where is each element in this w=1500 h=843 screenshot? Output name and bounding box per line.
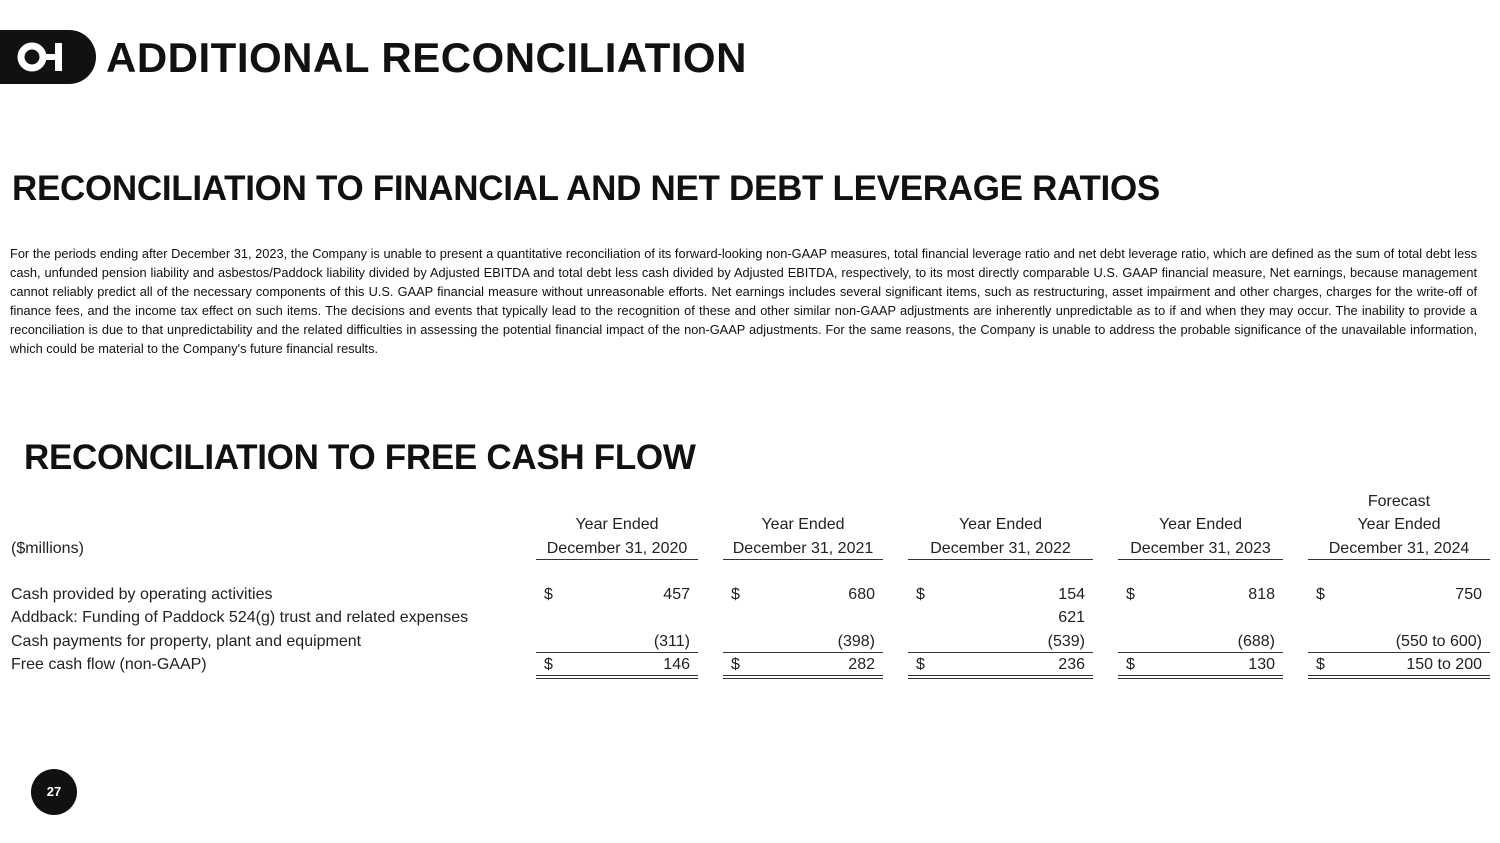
table-cell-value: (688) <box>1237 633 1275 650</box>
section-title-free-cash-flow: RECONCILIATION TO FREE CASH FLOW <box>24 438 696 477</box>
currency-symbol: $ <box>544 586 553 603</box>
total-double-underline <box>1118 675 1283 679</box>
subtotal-underline <box>1308 652 1490 653</box>
table-cell-value: (398) <box>837 633 875 650</box>
currency-symbol: $ <box>1316 656 1325 673</box>
unit-label: ($millions) <box>11 540 84 557</box>
row-label: Addback: Funding of Paddock 524(g) trust and related expenses <box>11 609 469 626</box>
table-cell-value: 621 <box>1058 609 1085 626</box>
table-cell-value: (550 to 600) <box>1395 633 1482 650</box>
table-cell-value: 130 <box>1248 656 1275 673</box>
subtotal-underline <box>723 652 883 653</box>
section-title-leverage: RECONCILIATION TO FINANCIAL AND NET DEBT LEVERAGE RATIOS <box>12 169 1160 208</box>
column-header-bottom: December 31, 2023 <box>1130 540 1271 557</box>
table-cell-value: 750 <box>1455 586 1482 603</box>
currency-symbol: $ <box>1126 586 1135 603</box>
column-header-bottom: December 31, 2021 <box>732 540 874 557</box>
table-cell-value: 236 <box>1058 656 1085 673</box>
column-header-underline <box>536 559 698 560</box>
page-title: ADDITIONAL RECONCILIATION <box>106 34 747 81</box>
subtotal-underline <box>908 652 1093 653</box>
column-header-mid: Year Ended <box>1158 516 1243 533</box>
currency-symbol: $ <box>916 656 925 673</box>
table-cell-value: 146 <box>663 656 690 673</box>
table-cell-value: 150 to 200 <box>1406 656 1482 673</box>
currency-symbol: $ <box>544 656 553 673</box>
company-logo <box>0 30 96 84</box>
row-label: Cash payments for property, plant and equipment <box>11 633 362 650</box>
table-cell-value: (311) <box>653 633 690 650</box>
currency-symbol: $ <box>1126 656 1135 673</box>
column-header-underline <box>723 559 883 560</box>
column-header-bottom: December 31, 2020 <box>546 540 688 557</box>
column-header-top: Forecast <box>1367 493 1431 510</box>
table-cell-value: 154 <box>1058 586 1085 603</box>
total-double-underline <box>1308 675 1490 679</box>
table-cell-value: 818 <box>1248 586 1275 603</box>
column-header-mid: Year Ended <box>761 516 845 533</box>
column-header-underline <box>908 559 1093 560</box>
column-header-underline <box>1308 559 1490 560</box>
column-header-bottom: December 31, 2022 <box>930 540 1071 557</box>
row-label: Free cash flow (non-GAAP) <box>11 656 207 673</box>
page-number: 27 <box>31 769 77 815</box>
column-header-underline <box>1118 559 1283 560</box>
currency-symbol: $ <box>1316 586 1325 603</box>
column-header-mid: Year Ended <box>575 516 659 533</box>
currency-symbol: $ <box>916 586 925 603</box>
table-cell-value: (539) <box>1047 633 1085 650</box>
subtotal-underline <box>1118 652 1283 653</box>
subtotal-underline <box>536 652 698 653</box>
currency-symbol: $ <box>731 586 740 603</box>
column-header-mid: Year Ended <box>1357 516 1441 533</box>
table-cell-value: 282 <box>848 656 875 673</box>
column-header-mid: Year Ended <box>958 516 1043 533</box>
table-cell-value: 680 <box>848 586 875 603</box>
total-double-underline <box>536 675 698 679</box>
total-double-underline <box>908 675 1093 679</box>
total-double-underline <box>723 675 883 679</box>
table-cell-value: 457 <box>663 586 690 603</box>
currency-symbol: $ <box>731 656 740 673</box>
leverage-disclaimer-paragraph: For the periods ending after December 31, 2023, the Company is unable to present a quantitative reconciliation of its forward-looking non-GAAP measures, total financial leverage ratio and net debt leverage ratio, which are defined as the sum of total debt less cash, unfunded pension liability and asbestos/Paddock liability divided by Adjusted EBITDA and total debt less cash divided by Adjusted EBITDA, respectively, to its most directly comparable U.S. GAAP financial measure, Net earnings, because management cannot reliably predict all of the necessary components of this U.S. GAAP financial measure without unreasonable efforts. Net earnings includes several significant items, such as restructuring, asset impairment and other charges, charges for the write-off of finance fees, and the income tax effect on such items. The decisions and events that typically lead to the recognition of these and other similar non-GAAP adjustments are inherently unpredictable as to if and when they may occur. The inability to provide a reconciliation is due to that unpredictability and the related difficulties in assessing the potential financial impact of the non-GAAP adjustments. For the same reasons, the Company is unable to address the probable significance of the unavailable information, which could be material to the Company's future financial results. <box>10 246 1477 356</box>
column-header-bottom: December 31, 2024 <box>1328 540 1470 557</box>
oi-logo-icon <box>16 40 80 74</box>
row-label: Cash provided by operating activities <box>11 586 273 603</box>
